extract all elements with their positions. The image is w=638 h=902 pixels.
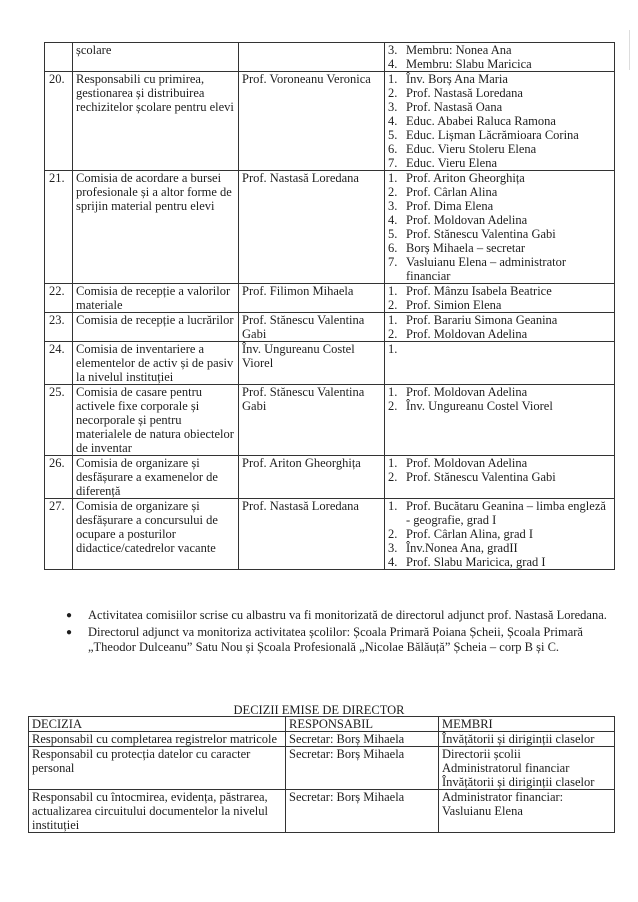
- member-item: 2. Prof. Cârlan Alina, grad I: [388, 527, 534, 541]
- decision-text: Responsabil cu întocmirea, evidența, păstrarea, actualizarea circuitului documentelor la nivelul instituției: [29, 790, 286, 833]
- committee-members: [385, 284, 615, 313]
- committee-lead: Prof. Filimon Mihaela: [239, 284, 385, 313]
- committee-row: [45, 284, 615, 313]
- member-item: 1. Prof. Barariu Simona Geanina: [388, 313, 558, 327]
- committee-name: Comisia de inventariere a elementelor de activ și de pasiv la nivelul instituției: [73, 342, 239, 385]
- decision-member: Învățătorii și diriginții claselor: [442, 775, 595, 789]
- member-item: 4. Prof. Slabu Maricica, grad I: [388, 555, 546, 569]
- committee-lead: Prof. Voroneanu Veronica: [239, 72, 385, 171]
- decisions-title: DECIZII EMISE DE DIRECTOR: [233, 703, 405, 717]
- decision-responsible: Secretar: Borș Mihaela: [286, 732, 439, 747]
- decision-member: Vasluianu Elena: [442, 804, 523, 818]
- member-item: 3. Prof. Nastasă Oana: [388, 100, 503, 114]
- decision-members: [439, 790, 615, 833]
- committee-lead: Prof. Nastasă Loredana: [239, 171, 385, 284]
- member-item: 3. Membru: Nonea Ana: [388, 43, 512, 57]
- committee-row: [45, 385, 615, 456]
- decision-row: [29, 790, 615, 833]
- committee-members: [385, 385, 615, 456]
- member-item: 1. Prof. Bucătaru Geanina – limba engleză - geografie, grad I: [388, 499, 606, 527]
- header-members: MEMBRI: [439, 717, 615, 732]
- committee-name: Comisia de organizare și desfășurare a concursului de ocupare a posturilor didactice/catedrelor vacante: [73, 499, 239, 570]
- notes-list: [66, 608, 622, 657]
- committee-number: 25.: [45, 385, 73, 456]
- member-item: 2. Prof. Moldovan Adelina: [388, 327, 528, 341]
- committee-name: școlare: [73, 43, 239, 72]
- member-item: 4. Educ. Ababei Raluca Ramona: [388, 114, 556, 128]
- decision-text: Responsabil cu protecția datelor cu caracter personal: [29, 747, 286, 790]
- committee-lead: [239, 43, 385, 72]
- member-item: 1. Înv. Borș Ana Maria: [388, 72, 508, 86]
- committee-lead: Înv. Ungureanu Costel Viorel: [239, 342, 385, 385]
- committee-members: [385, 43, 615, 72]
- committee-lead: Prof. Nastasă Loredana: [239, 499, 385, 570]
- committee-name: Comisia de recepție a lucrărilor: [73, 313, 239, 342]
- committee-number: 26.: [45, 456, 73, 499]
- member-item: 6. Educ. Vieru Stoleru Elena: [388, 142, 537, 156]
- decision-member: Învățătorii și diriginții claselor: [442, 732, 595, 746]
- member-item: 2. Prof. Cârlan Alina: [388, 185, 498, 199]
- committee-members: [385, 72, 615, 171]
- member-item: 7. Educ. Vieru Elena: [388, 156, 497, 170]
- committee-name: Comisia de acordare a bursei profesionale și a altor forme de sprijin material pentru elevi: [73, 171, 239, 284]
- member-item: 4. Prof. Moldovan Adelina: [388, 213, 528, 227]
- committees-table: [44, 42, 615, 570]
- committee-members: [385, 171, 615, 284]
- committee-row: [45, 499, 615, 570]
- committee-number: 27.: [45, 499, 73, 570]
- note-item: ● Activitatea comisiilor scrise cu albastru va fi monitorizată de directorul adjunct prof. Nastasă Loredana.: [66, 608, 607, 622]
- member-item: 7. Vasluianu Elena – administrator financiar: [388, 255, 567, 283]
- committee-name: Responsabili cu primirea, gestionarea și distribuirea rechizitelor școlare pentru elevi: [73, 72, 239, 171]
- member-item: 5. Educ. Lișman Lăcrămioara Corina: [388, 128, 579, 142]
- member-item: 4. Membru: Slabu Maricica: [388, 57, 532, 71]
- member-item: 3. Înv.Nonea Ana, gradII: [388, 541, 518, 555]
- committee-members: [385, 313, 615, 342]
- decision-row: [29, 732, 615, 747]
- page-edge-mark: [629, 30, 630, 70]
- decisions-header-row: [29, 717, 615, 732]
- decision-text: Responsabil cu completarea registrelor matricole: [29, 732, 286, 747]
- member-item: 3. Prof. Dima Elena: [388, 199, 494, 213]
- decision-member: Administrator financiar:: [442, 790, 564, 804]
- decisions-table: [28, 716, 615, 833]
- member-item: 5. Prof. Stănescu Valentina Gabi: [388, 227, 556, 241]
- member-item: 6. Borș Mihaela – secretar: [388, 241, 526, 255]
- committee-name: Comisia de recepție a valorilor materiale: [73, 284, 239, 313]
- decision-member: Administratorul financiar: [442, 761, 570, 775]
- committee-row: [45, 456, 615, 499]
- committee-number: 24.: [45, 342, 73, 385]
- header-responsible: RESPONSABIL: [286, 717, 439, 732]
- decision-responsible: Secretar: Borș Mihaela: [286, 790, 439, 833]
- committee-members: [385, 342, 615, 385]
- decision-members: [439, 747, 615, 790]
- committee-row: [45, 72, 615, 171]
- bullet-icon: ●: [66, 610, 73, 621]
- member-item: 1. Prof. Mânzu Isabela Beatrice: [388, 284, 552, 298]
- decision-member: Directorii școlii: [442, 747, 521, 761]
- decision-row: [29, 747, 615, 790]
- committee-lead: Prof. Ariton Gheorghița: [239, 456, 385, 499]
- committee-members: [385, 456, 615, 499]
- member-item: 1. Prof. Moldovan Adelina: [388, 385, 528, 399]
- decision-responsible: Secretar: Borș Mihaela: [286, 747, 439, 790]
- member-item: 1.: [388, 342, 398, 356]
- committee-number: [45, 43, 73, 72]
- member-item: 2. Prof. Nastasă Loredana: [388, 86, 523, 100]
- committee-number: 23.: [45, 313, 73, 342]
- member-item: 1. Prof. Ariton Gheorghița: [388, 171, 525, 185]
- committee-number: 20.: [45, 72, 73, 171]
- committee-name: Comisia de casare pentru activele fixe corporale și necorporale și pentru materialele de natura obiectelor de inventar: [73, 385, 239, 456]
- committee-row: [45, 313, 615, 342]
- committee-lead: Prof. Stănescu Valentina Gabi: [239, 313, 385, 342]
- member-item: 2. Prof. Simion Elena: [388, 298, 502, 312]
- decision-members: [439, 732, 615, 747]
- header-decision: DECIZIA: [29, 717, 286, 732]
- committee-name: Comisia de organizare și desfășurare a examenelor de diferență: [73, 456, 239, 499]
- bullet-icon: ●: [66, 627, 73, 638]
- note-item: ● Directorul adjunct va monitoriza activitatea școlilor: Școala Primară Poiana Șcheii, Școala Primară „Theodor Dulceanu” Satu Nou și Școala Profesională „Nicolae Bălăuță” Șcheia – corp B și C.: [66, 625, 583, 654]
- committee-number: 21.: [45, 171, 73, 284]
- committee-members: [385, 499, 615, 570]
- committee-row: [45, 342, 615, 385]
- committee-row: [45, 43, 615, 72]
- member-item: 2. Prof. Stănescu Valentina Gabi: [388, 470, 556, 484]
- committee-lead: Prof. Stănescu Valentina Gabi: [239, 385, 385, 456]
- member-item: 2. Înv. Ungureanu Costel Viorel: [388, 399, 553, 413]
- member-item: 1. Prof. Moldovan Adelina: [388, 456, 528, 470]
- committee-number: 22.: [45, 284, 73, 313]
- committee-row: [45, 171, 615, 284]
